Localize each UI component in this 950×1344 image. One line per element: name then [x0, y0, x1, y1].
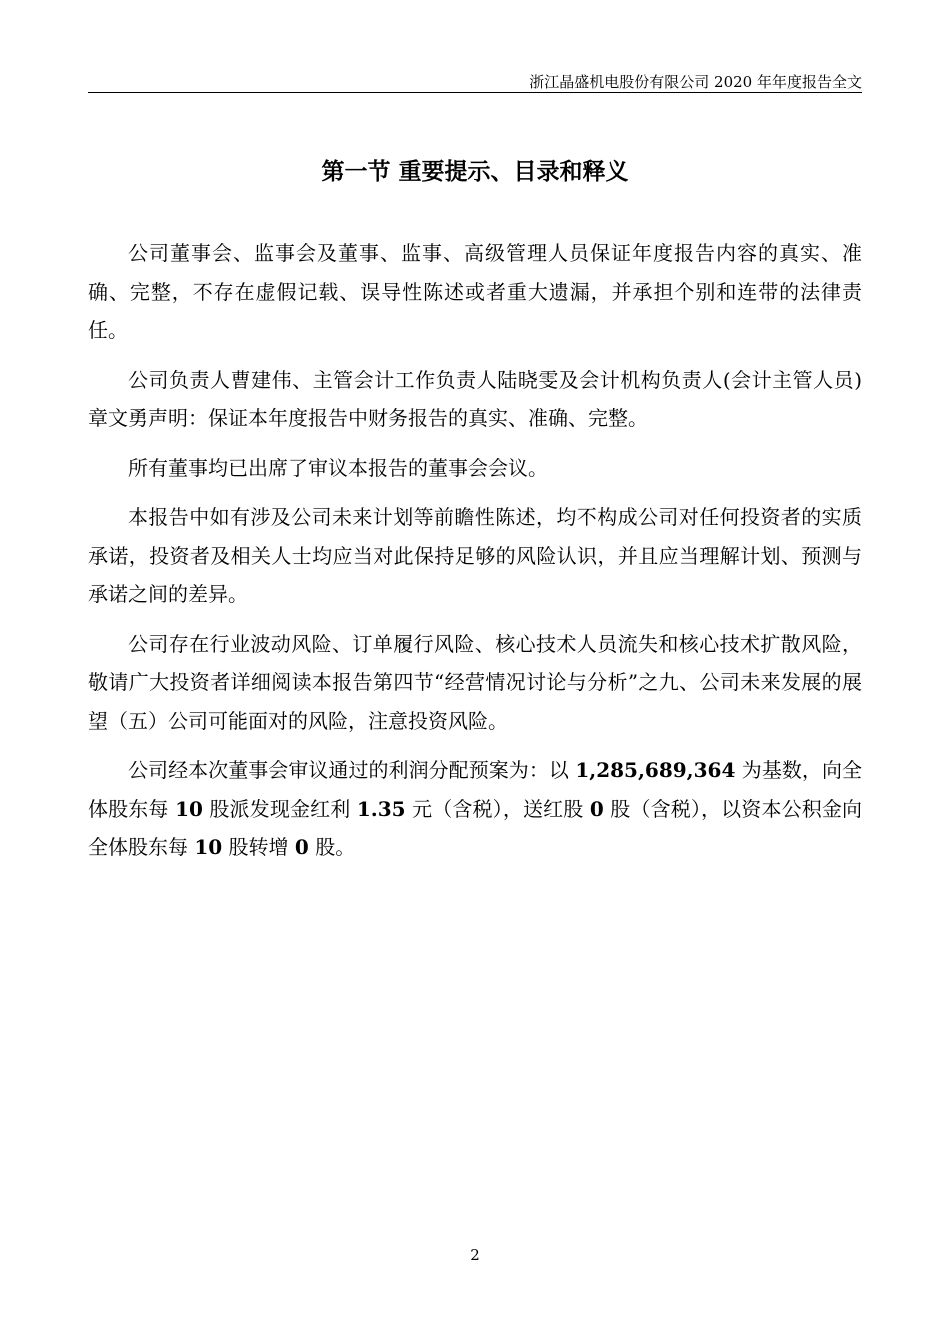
dividend-text: 股（含税），以资本公积金向全体股东每	[88, 796, 863, 859]
header-divider	[88, 92, 862, 93]
dividend-text: 股派发现金红利	[202, 796, 357, 821]
dividend-per-shares-transfer: 10	[194, 835, 223, 859]
paragraph-director-attendance: 所有董事均已出席了审议本报告的董事会会议。	[128, 455, 548, 480]
paragraph-forward-looking: 本报告中如有涉及公司未来计划等前瞻性陈述，均不构成公司对任何投资者的实质承诺，投资者及相关人士均应当对此保持足够的风险认识，并且应当理解计划、预测与承诺之间的差异。	[88, 505, 862, 606]
dividend-transfer-shares: 0	[294, 835, 309, 859]
section-title: 第一节 重要提示、目录和释义	[321, 158, 629, 185]
dividend-per-shares-cash: 10	[175, 796, 203, 821]
dividend-bonus-shares: 0	[589, 796, 604, 821]
page-header: 浙江晶盛机电股份有限公司 2020 年年度报告全文	[529, 73, 862, 91]
page-number: 2	[470, 1246, 480, 1264]
paragraph-risk-notice: 公司存在行业波动风险、订单履行风险、核心技术人员流失和核心技术扩散风险，敬请广大投资者详细阅读本报告第四节“经营情况讨论与分析”之九、公司未来发展的展望（五）公司可能面对的风险，注意投资风险。	[88, 631, 862, 733]
dividend-base-shares: 1,285,689,364	[575, 758, 736, 782]
dividend-text: 为基数，向全体股东每	[88, 758, 863, 821]
dividend-text: 股。	[308, 835, 356, 859]
dividend-text: 元（含税），送红股	[405, 796, 590, 821]
document-body	[88, 234, 862, 878]
paragraph-dividend-plan	[88, 751, 862, 867]
paragraph-board-guarantee: 公司董事会、监事会及董事、监事、高级管理人员保证年度报告内容的真实、准确、完整，不存在虚假记载、误导性陈述或者重大遗漏，并承担个别和连带的法律责任。	[88, 241, 862, 342]
paragraph-officer-statement: 公司负责人曹建伟、主管会计工作负责人陆晓雯及会计机构负责人(会计主管人员)章文勇声明：保证本年度报告中财务报告的真实、准确、完整。	[88, 367, 862, 430]
dividend-cash-amount: 1.35	[356, 796, 406, 821]
dividend-text: 股转增	[222, 835, 295, 859]
dividend-text: 公司经本次董事会审议通过的利润分配预案为：以	[128, 758, 576, 782]
